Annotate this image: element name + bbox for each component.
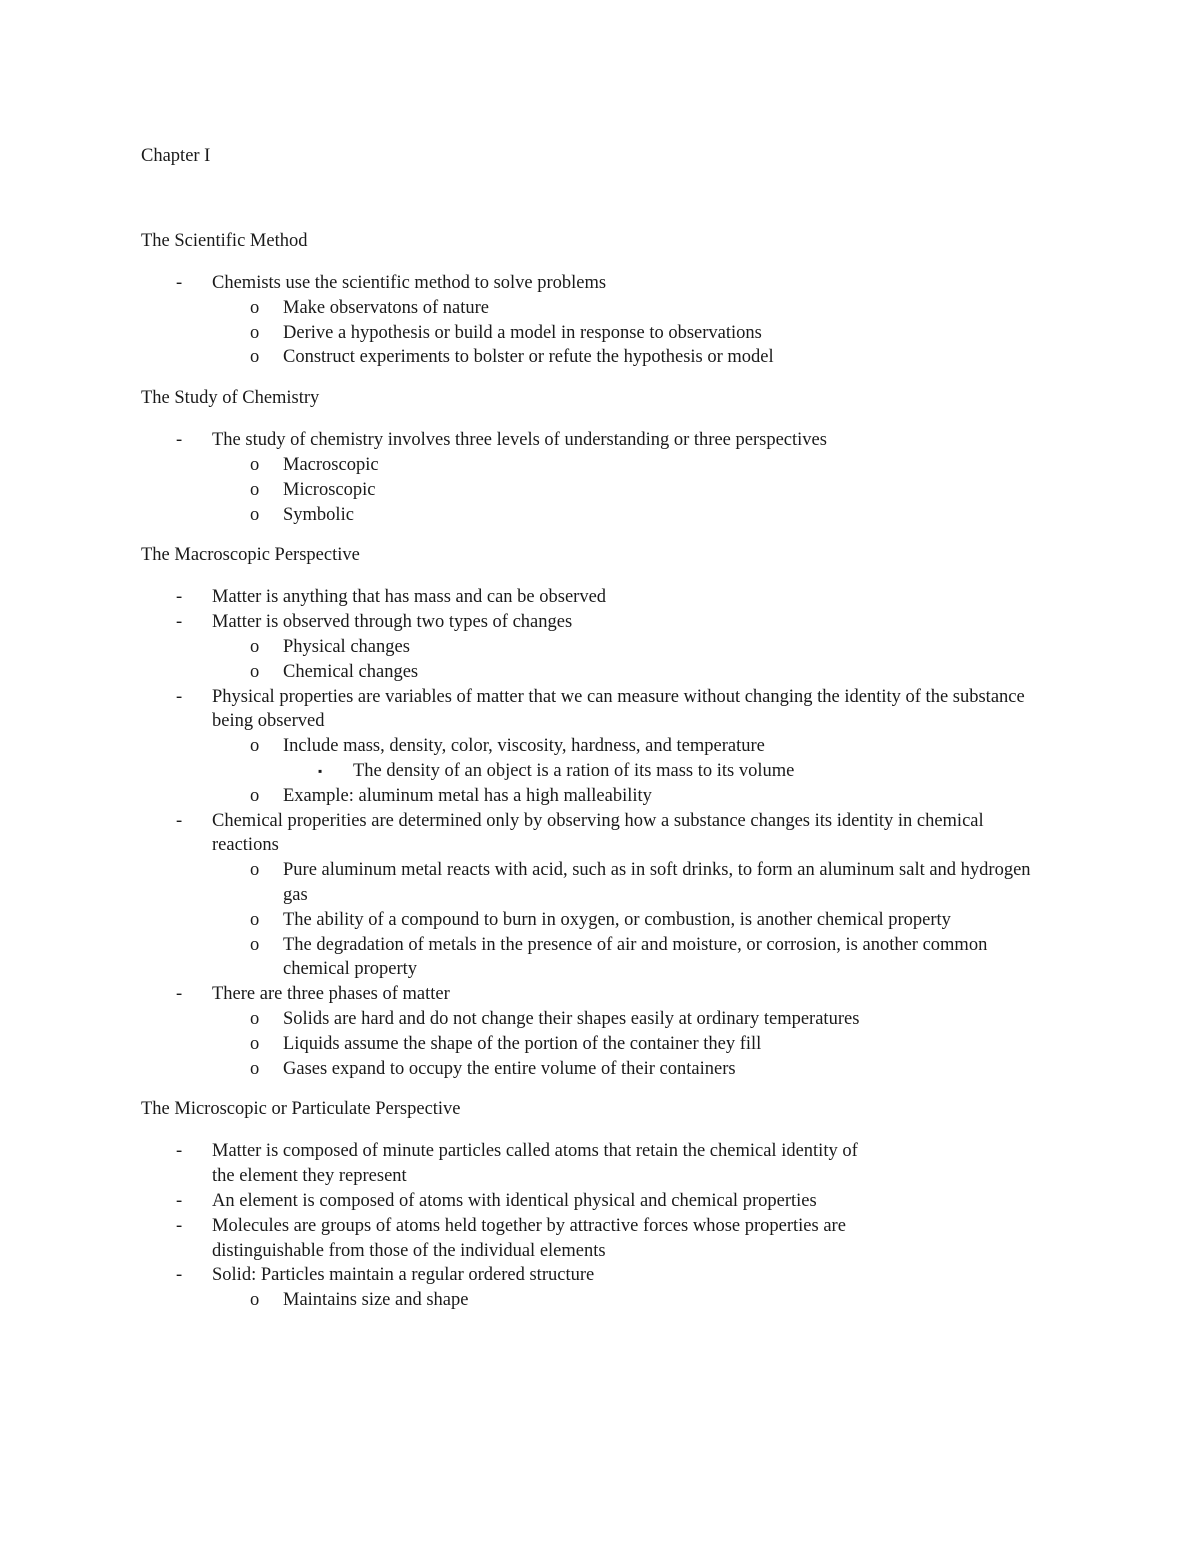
list-item [0, 1288, 1043, 1313]
list-item-text: Symbolic [283, 504, 354, 525]
list-item-text: There are three phases of matter [212, 984, 450, 1005]
list-item-text: Example: aluminum metal has a high malleability [283, 785, 652, 806]
list-item-text: Molecules are groups of atoms held together by attractive forces whose properties are distinguishable from those of the individual elements [212, 1215, 846, 1261]
circle-bullet-icon: o [250, 1290, 260, 1311]
list-item [0, 734, 1043, 759]
dash-bullet-icon: - [176, 430, 183, 451]
circle-bullet-icon: o [250, 322, 260, 343]
list-item [0, 1139, 872, 1189]
section-microscopic-perspective [0, 1097, 1200, 1313]
list-item-text: Chemists use the scientific method to solve problems [212, 273, 607, 293]
list-item [0, 296, 1043, 321]
list-item [0, 933, 1043, 983]
circle-bullet-icon: o [250, 909, 260, 930]
list-item [0, 908, 1043, 933]
chapter-title: Chapter I [141, 146, 211, 166]
list-item [0, 660, 1043, 685]
circle-bullet-icon: o [250, 454, 260, 475]
circle-bullet-icon: o [250, 347, 260, 368]
section-spacer [0, 1081, 1200, 1097]
list-item-text: Solids are hard and do not change their shapes easily at ordinary temperatures [283, 1008, 860, 1029]
document-body [0, 229, 1200, 1313]
list-item [0, 610, 1054, 635]
dash-bullet-icon: - [176, 984, 183, 1005]
list-item [0, 1007, 1043, 1032]
list-item-text: Liquids assume the shape of the portion of the container they fill [283, 1033, 762, 1054]
section-macroscopic-perspective [0, 543, 1200, 1081]
dash-bullet-icon: - [176, 686, 183, 707]
list-item-text: Derive a hypothesis or build a model in response to observations [283, 322, 762, 343]
section-scientific-method [0, 229, 1200, 370]
section-heading: The Macroscopic Perspective [141, 545, 360, 566]
list-item [0, 759, 1043, 784]
list-item-text: Physical changes [283, 636, 410, 657]
list-item [0, 1189, 872, 1214]
section-spacer [0, 527, 1200, 543]
circle-bullet-icon: o [250, 504, 260, 525]
circle-bullet-icon: o [250, 736, 260, 757]
list-item-text: Microscopic [283, 479, 376, 500]
list-item-text: Pure aluminum metal reacts with acid, such as in soft drinks, to form an aluminum salt and hydrogen gas [283, 860, 1031, 905]
list-item [0, 784, 1043, 809]
list-item-text: The degradation of metals in the presence of air and moisture, or corrosion, is another common chemical property [283, 934, 988, 980]
dash-bullet-icon: - [176, 1141, 183, 1162]
bullet-list [0, 271, 1200, 370]
section-heading: The Study of Chemistry [141, 388, 320, 409]
list-item [0, 1032, 1043, 1057]
list-item-text: Matter is composed of minute particles called atoms that retain the chemical identity of the element they represent [212, 1141, 858, 1187]
list-item [0, 685, 1054, 735]
list-item-text: Chemical changes [283, 661, 419, 682]
circle-bullet-icon: o [250, 1008, 260, 1029]
list-item [0, 453, 1043, 478]
list-item-text: Matter is observed through two types of changes [212, 612, 573, 633]
list-item [0, 503, 1043, 528]
circle-bullet-icon: o [250, 785, 260, 806]
list-item-text: Gases expand to occupy the entire volume of their containers [283, 1058, 736, 1079]
circle-bullet-icon: o [250, 1058, 260, 1079]
list-item [0, 635, 1043, 660]
list-item [0, 1214, 872, 1264]
list-item-text: Chemical properities are determined only by observing how a substance changes its identity in chemical reactions [212, 810, 984, 856]
circle-bullet-icon: o [250, 479, 260, 500]
circle-bullet-icon: o [250, 1033, 260, 1054]
list-item [0, 321, 1043, 346]
list-item [0, 271, 1054, 296]
list-item-text: An element is composed of atoms with identical physical and chemical properties [212, 1190, 817, 1211]
list-item-text: The density of an object is a ration of its mass to its volume [353, 760, 795, 781]
dash-bullet-icon: - [176, 587, 183, 608]
dash-bullet-icon: - [176, 612, 183, 633]
list-item [0, 1263, 1054, 1288]
bullet-list [0, 428, 1200, 527]
circle-bullet-icon: o [250, 934, 260, 955]
list-item [0, 345, 1043, 370]
list-item-text: Matter is anything that has mass and can be observed [212, 587, 607, 608]
list-item-text: Make observatons of nature [283, 297, 490, 318]
list-item-text: The study of chemistry involves three levels of understanding or three perspectives [212, 430, 827, 451]
bullet-list [0, 585, 1200, 1081]
list-item [0, 858, 1043, 908]
dash-bullet-icon: - [176, 810, 183, 831]
list-item [0, 428, 872, 453]
list-item [0, 982, 1054, 1007]
dash-bullet-icon: - [176, 273, 183, 293]
circle-bullet-icon: o [250, 661, 260, 682]
section-heading: The Microscopic or Particulate Perspective [141, 1099, 461, 1120]
list-item-text: Macroscopic [283, 454, 379, 475]
list-item [0, 478, 1043, 503]
list-item-text: Maintains size and shape [283, 1290, 469, 1311]
circle-bullet-icon: o [250, 860, 260, 881]
section-spacer [0, 370, 1200, 386]
list-item [0, 1057, 1043, 1082]
dash-bullet-icon: - [176, 1215, 183, 1236]
list-item-text: Physical properties are variables of matter that we can measure without changing the identity of the substance being observed [212, 686, 1025, 732]
section-study-of-chemistry [0, 386, 1200, 527]
circle-bullet-icon: o [250, 636, 260, 657]
list-item [0, 585, 1054, 610]
dash-bullet-icon: - [176, 1190, 183, 1211]
section-heading: The Scientific Method [141, 231, 308, 251]
list-item-text: Solid: Particles maintain a regular ordered structure [212, 1265, 595, 1286]
list-item [0, 809, 1054, 859]
bullet-list [0, 1139, 1200, 1313]
square-bullet-icon: ▪ [318, 763, 323, 778]
list-item-text: Include mass, density, color, viscosity, hardness, and temperature [283, 736, 765, 757]
circle-bullet-icon: o [250, 297, 260, 318]
list-item-text: The ability of a compound to burn in oxygen, or combustion, is another chemical property [283, 909, 951, 930]
list-item-text: Construct experiments to bolster or refute the hypothesis or model [283, 347, 774, 368]
dash-bullet-icon: - [176, 1265, 183, 1286]
